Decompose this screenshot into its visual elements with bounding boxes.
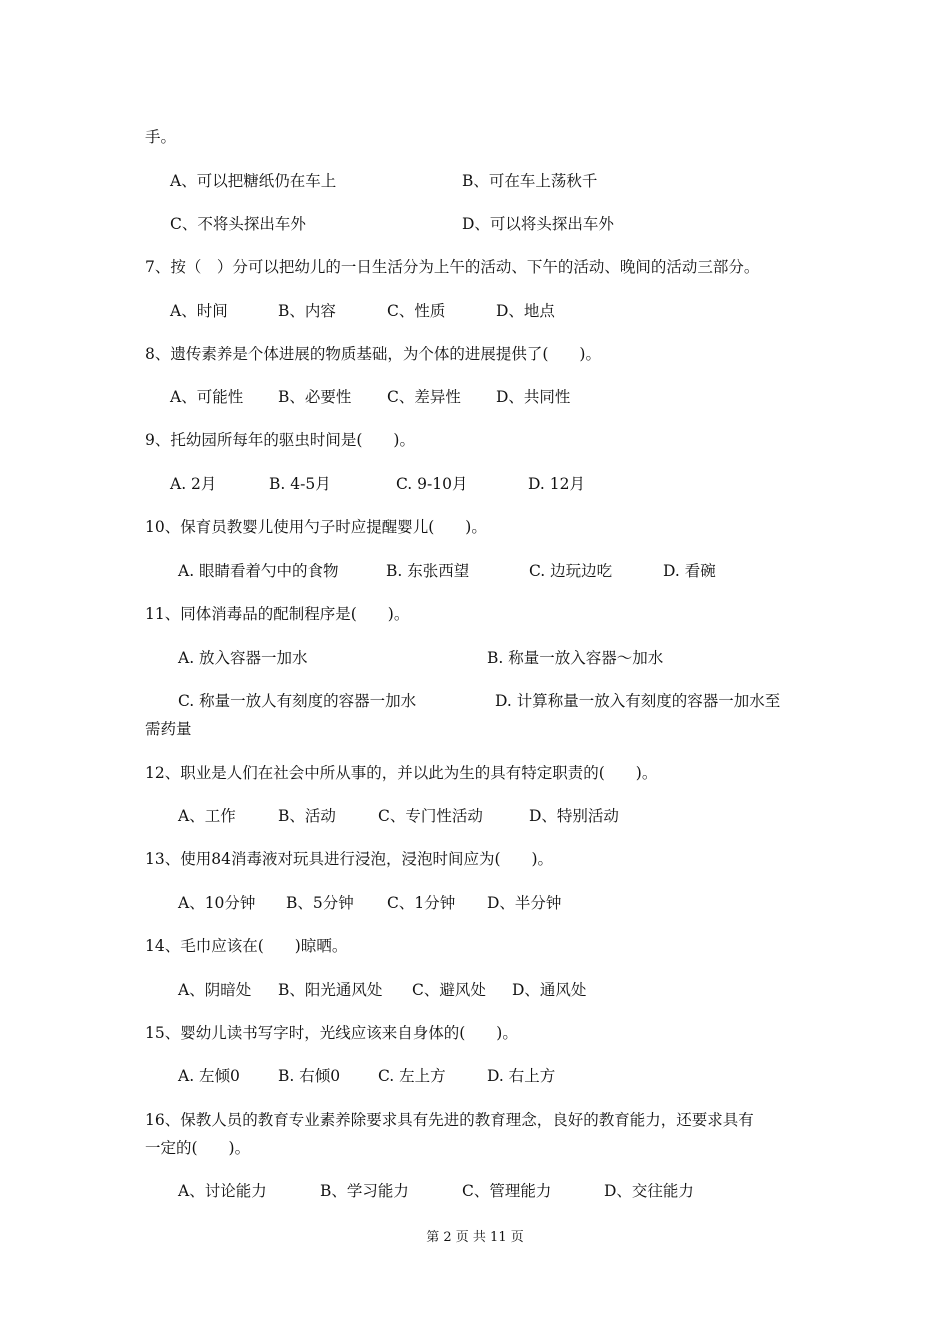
- q15-option-a: A. 左倾0: [178, 1067, 240, 1085]
- q16-option-a: A、讨论能力: [178, 1182, 267, 1200]
- question-10: 10、保育员教婴儿使用勺子时应提醒婴儿( )。: [145, 518, 487, 536]
- q9-option-b: B. 4-5月: [269, 475, 331, 493]
- q12-option-b: B、活动: [278, 807, 336, 825]
- page-footer: 第 2 页 共 11 页: [426, 1230, 524, 1245]
- q12-option-d: D、特别活动: [529, 807, 619, 825]
- q11-option-d-continuation: 需药量: [145, 720, 192, 738]
- q11-option-b: B. 称量一放入容器～加水: [487, 649, 664, 667]
- q10-option-d: D. 看碗: [663, 562, 716, 580]
- q13-option-c: C、1分钟: [387, 894, 456, 912]
- question-11: 11、同体消毒品的配制程序是( )。: [145, 605, 410, 623]
- question-9: 9、托幼园所每年的驱虫时间是( )。: [145, 431, 415, 449]
- q15-option-d: D. 右上方: [487, 1067, 556, 1085]
- q14-option-b: B、阳光通风处: [278, 981, 383, 999]
- question-14: 14、毛巾应该在( )晾晒。: [145, 937, 348, 955]
- q11-option-c: C. 称量一放人有刻度的容器一加水: [178, 692, 417, 710]
- q11-option-a: A. 放入容器一加水: [178, 649, 308, 667]
- q9-option-d: D. 12月: [528, 475, 585, 493]
- question-continuation: 手。: [145, 128, 177, 146]
- q13-option-a: A、10分钟: [178, 894, 256, 912]
- question-15: 15、婴幼儿读书写字时，光线应该来自身体的( )。: [145, 1024, 518, 1042]
- q8-option-a: A、可能性: [170, 388, 244, 406]
- q7-option-d: D、地点: [496, 302, 555, 320]
- q8-option-d: D、共同性: [496, 388, 571, 406]
- q7-option-c: C、性质: [387, 302, 446, 320]
- q11-option-d: D. 计算称量一放入有刻度的容器一加水至: [495, 692, 781, 710]
- q7-option-b: B、内容: [278, 302, 336, 320]
- q16-option-d: D、交往能力: [604, 1182, 694, 1200]
- question-7: 7、按（ ）分可以把幼儿的一日生活分为上午的活动、下午的活动、晚间的活动三部分。: [145, 258, 760, 276]
- q9-option-a: A. 2月: [170, 475, 217, 493]
- question-16-continuation: 一定的( )。: [145, 1139, 251, 1157]
- q14-option-c: C、避风处: [412, 981, 486, 999]
- q16-option-c: C、管理能力: [462, 1182, 552, 1200]
- question-12: 12、职业是人们在社会中所从事的，并以此为生的具有特定职责的( )。: [145, 764, 658, 782]
- q8-option-c: C、差异性: [387, 388, 461, 406]
- q6-option-a: A、可以把糖纸仍在车上: [170, 172, 337, 190]
- q14-option-a: A、阴暗处: [178, 981, 252, 999]
- q12-option-a: A、工作: [178, 807, 236, 825]
- q14-option-d: D、通风处: [512, 981, 587, 999]
- q6-option-d: D、可以将头探出车外: [462, 215, 614, 233]
- question-13: 13、使用84消毒液对玩具进行浸泡，浸泡时间应为( )。: [145, 850, 554, 868]
- q13-option-b: B、5分钟: [286, 894, 354, 912]
- q10-option-a: A. 眼睛看着勺中的食物: [178, 562, 339, 580]
- q8-option-b: B、必要性: [278, 388, 352, 406]
- q16-option-b: B、学习能力: [320, 1182, 409, 1200]
- question-16: 16、保教人员的教育专业素养除要求具有先进的教育理念，良好的教育能力，还要求具有: [145, 1111, 754, 1129]
- q10-option-b: B. 东张西望: [386, 562, 470, 580]
- q10-option-c: C. 边玩边吃: [529, 562, 613, 580]
- q12-option-c: C、专门性活动: [378, 807, 483, 825]
- q13-option-d: D、半分钟: [487, 894, 562, 912]
- q15-option-b: B. 右倾0: [278, 1067, 341, 1085]
- question-8: 8、遗传素养是个体进展的物质基础，为个体的进展提供了( )。: [145, 345, 601, 363]
- q9-option-c: C. 9-10月: [396, 475, 468, 493]
- q15-option-c: C. 左上方: [378, 1067, 446, 1085]
- q7-option-a: A、时间: [170, 302, 228, 320]
- q6-option-b: B、可在车上荡秋千: [462, 172, 598, 190]
- q6-option-c: C、不将头探出车外: [170, 215, 306, 233]
